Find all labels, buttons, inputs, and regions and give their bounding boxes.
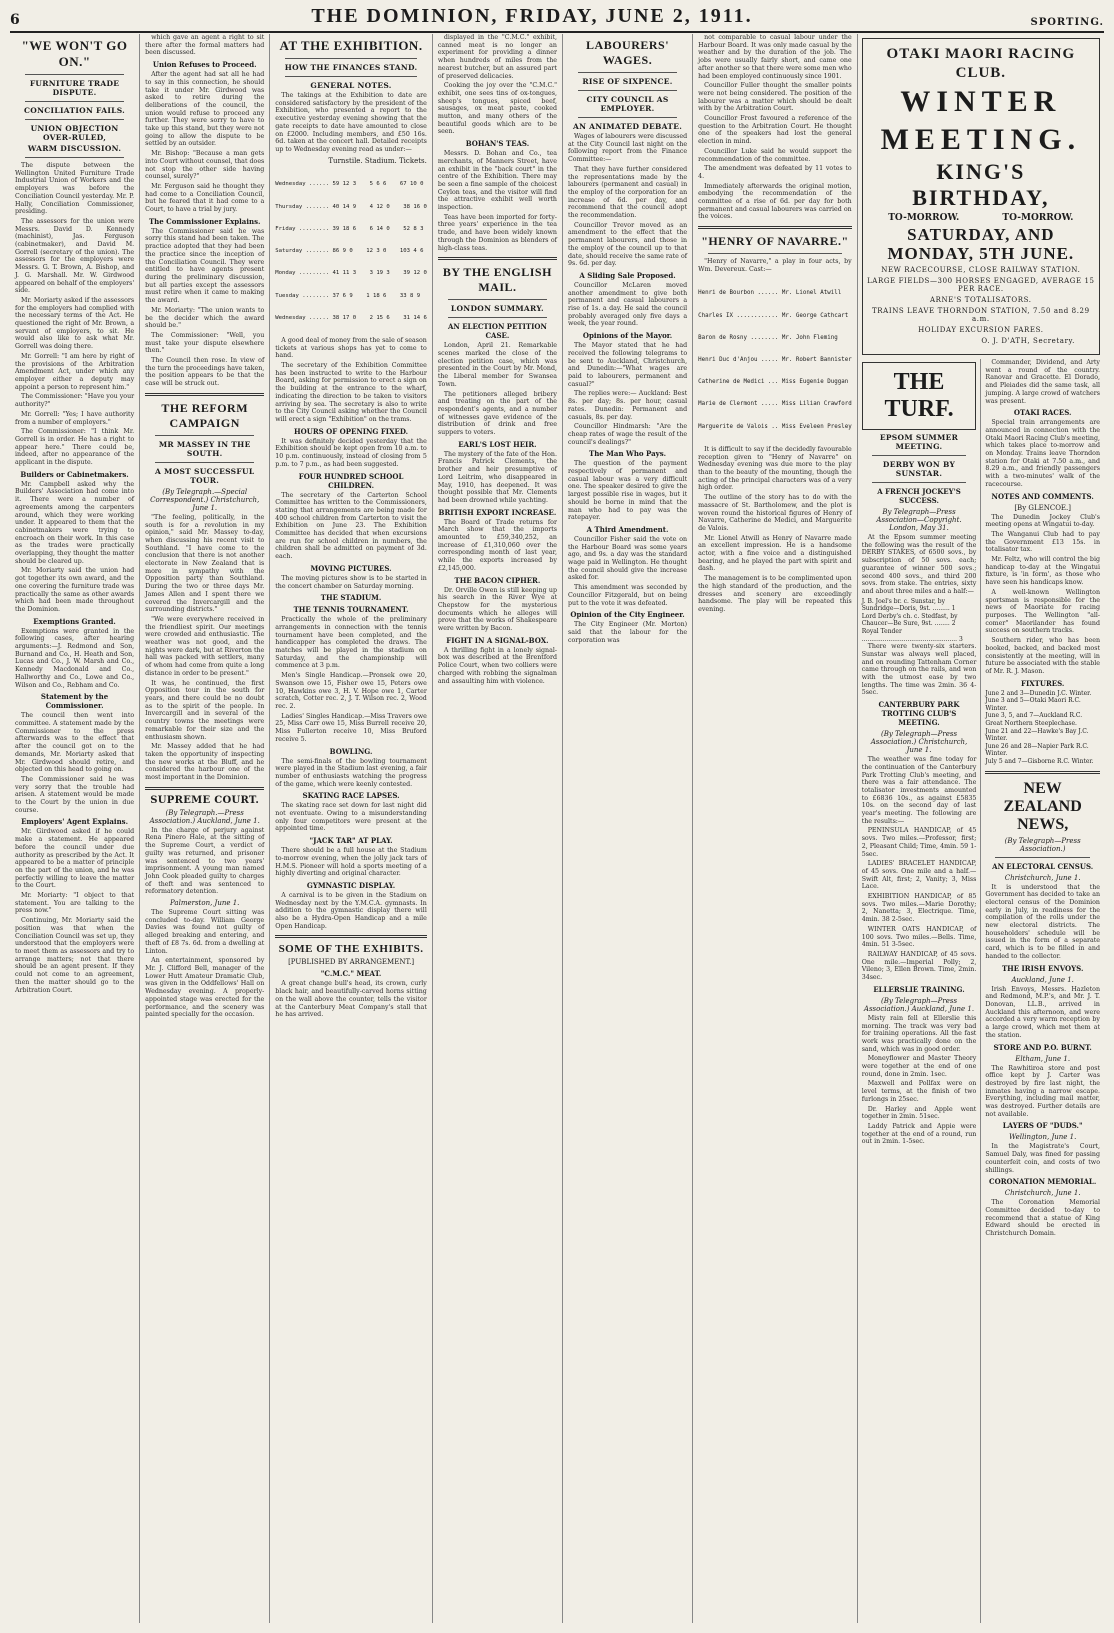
paragraph: Mr. Moriarty: "The union wants to be the decider which the award should be."	[145, 306, 265, 330]
paragraph: The Wanganui Club had to pay the Government £13 15s. in totalisator tax.	[985, 530, 1100, 554]
paragraph: Laddy Patrick and Appie were together at the end of a round, run out in 2min. 1-5sec.	[861, 1122, 977, 1146]
newspaper-masthead: THE DOMINION, FRIDAY, JUNE 2, 1911.	[311, 5, 753, 27]
paragraph: Commander, Dividend, and Arty went a round of the country. Ranovar and Gracette. El Dorado, and Pleiades did the same task, all jumping. A large crowd of watchers was present.	[985, 359, 1100, 405]
ad-title: WINTER MEETING.	[880, 85, 1082, 156]
paragraph: Men's Single Handicap.—Pronsek owe 20, Swanson owe 15, Fisher owe 15, Peters owe 10, Hawkins owe 3, H. V. Hope owe 1, Carter scratch, Cotter rec. 2, J. T. Wilson rec. 2, Wood rec. 2.	[275, 672, 427, 710]
ad-title: KING'S BIRTHDAY,	[912, 159, 1050, 210]
subheading: AN ELECTION PETITION CASE.	[447, 322, 547, 341]
subheading: FIGHT IN A SIGNAL-BOX.	[446, 635, 549, 645]
headline-wont-go-on: "WE WON'T GO ON."	[21, 38, 128, 69]
subheading: Union Refuses to Proceed.	[152, 60, 257, 70]
subheading: MOVING PICTURES.	[310, 563, 392, 573]
subhead: DERBY WON BY SUNSTAR.	[882, 460, 956, 478]
dateline: Eltham, June 1.	[1015, 1054, 1071, 1063]
ad-line: ARNE'S TOTALISATORS.	[930, 296, 1032, 304]
ad-line: TRAINS LEAVE THORNDON STATION, 7.50 and 8.29 a.m.	[872, 307, 1090, 323]
paragraph: RAILWAY HANDICAP, of 45 sovs. One mile.—Imperial Polly; 2, Vileno; 3, Ellen Brown. Time, 2min. 34sec.	[861, 950, 977, 982]
paragraph: A thrilling fight in a lonely signal-box was described at the Brentford Police Court, when two colliers were charged with robbing the signalman and assaulting him with violence.	[437, 646, 557, 685]
paragraph: The mystery of the fate of the Hon. Francis Patrick Clements, the brother and heir presumptive of Lord Leitrim, who disappeared in May, 1910, has deepened. It was thought possible that Mr. Clements had been drowned while yachting.	[437, 450, 557, 504]
ad-title: SATURDAY, AND MONDAY, 5TH JUNE.	[887, 225, 1075, 263]
paragraph: Councillor Hindmarsh: "Are the cheap rates of wage the result of the council's dealings?"	[567, 423, 688, 446]
subhead: GENERAL NOTES.	[310, 81, 392, 90]
subheading: THE TENNIS TOURNAMENT.	[293, 605, 409, 615]
ad-line: HOLIDAY EXCURSION FARES.	[918, 326, 1044, 334]
page-number: 6	[10, 12, 20, 28]
table-row: Friday ......... 39 18 6 6 14 0 52 8 3	[275, 225, 424, 232]
paragraph: It is difficult to say if the decidedly favourable reception given to "Henry of Navarre" on Wednesday evening was due more to the play than to the beauty of the mounting, though the acting of the principal characters was of a very high order.	[698, 445, 852, 492]
table-header: Turnstile. Stadium. Tickets.	[328, 156, 427, 165]
paragraph: Mr. Massey added that he had taken the opportunity of inspecting the new works at the Bluff, and he considered the harbour one of the most important in the Dominion.	[145, 743, 265, 782]
list-item: Catherine de Medici ... Miss Eugenie Duggan	[698, 379, 849, 386]
paragraph: The management is to be complimented upon the high standard of the production, and the dresses and scenery are exceedingly handsome. The play will be repeated this evening.	[698, 575, 852, 613]
paragraph: London, April 21. Remarkable scenes marked the close of the election petition case, which was presented in the Court by Mr. Mond, the Liberal member for Swansea Town.	[437, 342, 557, 388]
paragraph: Mr. Campbell asked why the Builders' Association had come into it. There were a number of agreements among the carpenters around, which they were working under. It appeared to them that the cabinetmakers were trying to encroach on their work. In this case as the trades were practically overlapping, they thought the matter should be cleared up.	[15, 480, 135, 565]
paragraph: Mr. Bishop: "Because a man gets into Court without counsel, that does not stop the other side having counsel, surely?"	[145, 150, 265, 181]
results-list	[862, 598, 977, 644]
subheading: BRITISH EXPORT INCREASE.	[438, 507, 557, 517]
list-item: July 5 and 7—Gisborne R.C. Winter.	[985, 757, 1094, 765]
paragraph: The assessors for the union were Messrs. David D. Kennedy (machinist), Jas. Ferguson (cabinetmaker), and David M. Gorrell (secretary of the union). The assessors for the employers were Messrs. G. T. Brown, A. Bishop, and J. G. Marshall. Mr. W. Girdwood appeared on behalf of the employers' side.	[15, 217, 135, 295]
paragraph: Special train arrangements are announced in connection with the Otaki Maori Racing Club's meeting, which takes place to-morrow and on Monday. Trains leave Thorndon station for Otaki at 7.50 a.m., and 8.29 a.m., and friendly passengers with a two-minutes' walk of the racecourse.	[985, 419, 1100, 488]
table-row: Saturday ....... 86 9 0 12 3 0 103 4 6	[275, 248, 424, 255]
paragraph: Mr. Gorrell: "I am here by right of the provisions of the Arbitration Amendment Act, under which any employer either a deputy may appoint a person to represent him."	[15, 352, 135, 391]
paragraph: The takings at the Exhibition to date are considered satisfactory by the president of the Exhibition, who presented a report to the executive yesterday evening showing that the gate receipts to date have amounted to close on £2000. Including members, and £50 16s. 6d. taken at the concert hall. Detailed receipts up to Wednesday evening read as under:—	[275, 92, 427, 153]
headline-supreme-court: SUPREME COURT.	[150, 794, 260, 806]
headline-new-zealand-news: NEW ZEALAND NEWS,	[1003, 779, 1082, 833]
ad-line: TO-MORROW.	[1002, 213, 1074, 223]
column-2	[140, 34, 270, 1623]
list-item: June 21 and 22—Hawke's Bay J.C. Winter.	[985, 727, 1089, 743]
paragraph: The Board of Trade returns for March show that the imports amounted to £59,340,252, an increase of £1,310,060 over the corresponding month of last year, while the exports increased by £2,145,000.	[437, 518, 557, 572]
paragraph: Exemptions were granted in the following cases, after hearing arguments:—J. Redmond and Son, Burnand and Co., H. Heath and Son, Lucas and Co., J. W. Marsh and Co., Kennedy Macdonald and Co., Hallworthy and Co., Lowe and Co., Wilson and Co., Rebham and Co.	[15, 627, 135, 689]
dateline: Christchurch, June 1.	[1004, 1189, 1081, 1198]
paragraph: The Commissioner said he was very sorry that the trouble had arisen. A statement would be made to the Court by the union in due course.	[15, 775, 135, 814]
paragraph: The weather was fine today for the continuation of the Canterbury Park Trotting Club's meeting, and there was a fair attendance. The totalisator investments amounted to £6836 10s., as against £5835 10s. on the second day of last year's meeting. The following are the results:—	[861, 756, 977, 825]
subheading: Statement by the Commissioner.	[40, 692, 109, 711]
headline-henry-of-navarre: "HENRY OF NAVARRE."	[701, 234, 849, 249]
list-item: June 2 and 3—Dunedin J.C. Winter.	[985, 689, 1092, 697]
column-8	[981, 359, 1100, 1623]
fixtures-list	[985, 690, 1100, 766]
section-label: SPORTING.	[1030, 17, 1104, 28]
subhead: EPSOM SUMMER MEETING.	[879, 433, 959, 451]
subhead: FURNITURE TRADE DISPUTE.	[29, 79, 120, 97]
masthead-bar	[10, 6, 1104, 33]
subheading: AN ELECTORAL CENSUS.	[992, 861, 1094, 871]
subheading: Exemptions Granted.	[33, 616, 116, 626]
paragraph: A well-known Wellington sportsman is responsible for the news of Maoriate for racing purposes. The Wellington "all-comer" Maorilander has found success on southern tracks.	[985, 588, 1100, 635]
subheading: ELLERSLIE TRAINING.	[873, 984, 965, 994]
paragraph: It is understood that the Government has decided to take an electoral census of the Dominion early in July, in readiness for the compilation of the rolls under the new electoral districts. The householders' schedule will be issued in the form of a separate card, which is to be filled in and handed to the collector.	[985, 883, 1100, 960]
column-5	[563, 34, 693, 1623]
paragraph: It was definitely decided yesterday that the Exhibition should be kept open from 10 a.m. to 10 p.m. continuously, instead of closing from 5 p.m. to 7 p.m., as had been suggested.	[275, 437, 427, 468]
paragraph: PENINSULA HANDICAP, of 45 sovs. Two miles.—Professor, first; 2, Pleasant Child; Time, 4min. 59 1-5sec.	[861, 827, 977, 858]
paragraph: This amendment was seconded by Councillor Fitzgerald, but on being put to the vote it was defeated.	[567, 584, 688, 607]
list-item: Henri de Bourbon ...... Mr. Lionel Atwill	[698, 290, 842, 297]
column-6	[693, 34, 858, 1623]
paragraph: Councillor McLaren moved another amendment to give both permanent and casual labourers a rise of 1s. a day. He said the council probably averaged only five days a week, the year round.	[567, 281, 688, 328]
paragraph: Mr. Moriarty said the union had got together its own award, and the one covering the furniture trade was practically the same as other awards which had been made throughout the Dominion.	[15, 567, 135, 613]
ad-line: LARGE FIELDS—300 HORSES ENGAGED, AVERAGE 15 PER RACE.	[867, 277, 1095, 293]
subheading: SKATING RACE LAPSES.	[302, 791, 400, 801]
paragraph: Misty rain fell at Ellerslie this morning. The track was very bad for training operations. All the fast work was practically done on the sand, which was in good order.	[861, 1014, 977, 1053]
paragraph: WINTER OATS HANDICAP, of 100 sovs. Two miles.—Bells. Time, 4min. 51 3-5sec.	[861, 925, 977, 949]
subheading: BOWLING.	[329, 746, 373, 756]
paragraph: Councillor Fuller thought the smaller points were not being considered. The position of the labourer was a matter which should be dealt with by the Arbitration Court.	[698, 82, 852, 113]
list-item: Charles IX ............ Mr. George Cathcart	[698, 312, 849, 319]
paragraph: Dr. Orville Owen is still keeping up his search in the River Wye at Chepstow for the mysterious documents which he alleges will prove that the works of Shakespeare were written by Bacon.	[437, 586, 557, 633]
dateline: (By Telegraph—Press Association.)	[1004, 836, 1081, 853]
subheading: A FRENCH JOCKEY'S SUCCESS.	[877, 487, 961, 505]
list-item: J. B. Joel's br. c. Sunstar, by Sundridge—Doris, 9st. ......... 1	[861, 597, 956, 613]
paragraph: Mr. Lionel Atwill as Henry of Navarre made an excellent impression. He is a handsome actor, with a fine voice and a distinguished bearing, and he played the part with spirit and dash.	[698, 534, 852, 573]
ad-title: OTAKI MAORI RACING CLUB.	[886, 46, 1076, 81]
paragraph: Councillor Fisher said the vote on the Harbour Board was some years ago, and 9s. a day was the standard wage paid in Wellington. He thought the council should give the increase asked for.	[567, 535, 688, 582]
paragraph: The outline of the story has to do with the massacre of St. Bartholomew, and the plot is woven round the historical figures of Henry of Navarre, Catherine de Medici, and Marguerite de Valois.	[698, 494, 852, 532]
ad-line: NEW RACECOURSE, CLOSE RAILWAY STATION.	[881, 266, 1081, 274]
paragraph: That they have further considered the representations made by the labourers (permanent and casual) in the employ of the corporation for an increase of 6d. per day, and recommend that the council adopt the recommendation.	[567, 165, 688, 220]
subhead: LONDON SUMMARY.	[450, 304, 544, 314]
subheading: CORONATION MEMORIAL.	[989, 1177, 1097, 1187]
list-item: June 26 and 28—Napier Park R.C. Winter.	[985, 742, 1089, 758]
paragraph: The Mayor stated that he had received the following telegrams to be sent to Auckland, Christchurch, and Dunedin:—"What wages are paid to labourers, permanent and casual?"	[567, 342, 688, 388]
subheading: THE BACON CIPHER.	[454, 575, 541, 585]
subheading: GYMNASTIC DISPLAY.	[306, 880, 396, 890]
table-row: Thursday ....... 40 14 9 4 12 0 38 16 0	[275, 203, 427, 210]
subheading: STORE AND P.O. BURNT.	[993, 1042, 1092, 1052]
subheading: THE STADIUM.	[320, 593, 382, 603]
paragraph: An entertainment, sponsored by Mr. J. Clifford Bell, manager of the Lower Hutt Amateur Dramatic Club, was given in the Oddfellows' Hall on Wednesday evening. A properly-appointed stage was erected for the performance, and the scenery was painted specially for the occasion.	[145, 957, 265, 1019]
paragraph: Mr. Moriarty asked if the assessors for the employers had complied with the necessary terms of the Act. He questioned the right of Mr. Brown, a servant of employers, to sit. He would also like to ask what Mr. Gorrell was doing there.	[15, 296, 135, 351]
paragraph: Continuing, Mr. Moriarty said the position was that when the Conciliation Council was set up, they understood that the employers were to meet them as assessors and try to arrange matters; not that there should be an agent present. If they could not come to an agreement, then the matter should go to the Arbitration Court.	[15, 917, 135, 994]
paragraph: Messrs. D. Bohan and Co., tea merchants, of Manners Street, have an exhibit in the "back court" in the centre of the Exhibition. There may be seen a fine sample of the choicest Ceylon teas, and the visitor will find the attractive exhibit well worth inspection.	[437, 150, 557, 212]
column-1	[10, 34, 140, 1623]
column-4	[433, 34, 563, 1623]
paragraph: The question of the payment respectively of permanent and casual labour was a very difficult one. The speaker desired to give the largest possible rise in wages, but it should be borne in mind that the man who had to pay was the ratepayer.	[567, 460, 688, 522]
subheading: Builders or Cabinetmakers.	[20, 469, 129, 479]
dateline: (By Telegraph—Press Association.) Auckland, June 1.	[863, 996, 975, 1013]
paragraph: The Commissioner: "Have you your authority?"	[15, 393, 135, 409]
paragraph: Mr. Girdwood asked if he could make a statement. He appeared before the council under due authority as prescribed by the Act. It appeared to be a matter of principle on the part of the union, and he was perfectly willing to leave the matter to the Court.	[15, 828, 135, 890]
paragraph: The Supreme Court sitting was concluded to-day. William George Davies was found not guilty of alleged breaking and entering, and theft of £8 7s. 6d. from a dwelling at Linton.	[145, 909, 265, 955]
ad-line: TO-MORROW.	[888, 213, 960, 223]
subhead: AN ANIMATED DEBATE.	[572, 122, 683, 131]
subhead: CITY COUNCIL AS EMPLOYER.	[586, 95, 669, 113]
subheading: CANTERBURY PARK TROTTING CLUB'S MEETING.	[878, 700, 960, 728]
paragraph: "Henry of Navarre," a play in four acts, by Wm. Devereux. Cast:—	[698, 258, 852, 273]
headline-at-the-exhibition: AT THE EXHIBITION.	[279, 38, 423, 53]
headline-labourers-wages: LABOURERS' WAGES.	[586, 38, 670, 67]
paragraph: Immediately afterwards the original motion, embodying the recommendation of the committee of a rise of 6d. per day for both permanent and casual labourers was carried on the voices.	[698, 182, 852, 221]
paragraph: Mr. Ferguson said he thought they had come to a Conciliation Council, but he feared that it had come to a Court, to have a trial by jury.	[145, 182, 265, 214]
list-item: Henri Duc d'Anjou ..... Mr. Robert Bannister	[698, 357, 852, 364]
paragraph: The council then went into committee. A statement made by the Commissioner to the press afterwards was to the effect that after the council got on to the demands, Mr. Moriarty asked that Mr. Girdwood should retire, and objected on this head to going on.	[15, 712, 135, 774]
paragraph: Councillor Frost favoured a reference of the question to the Arbitration Court. He thought one of the speakers had lost the general election in mind.	[698, 115, 852, 146]
table-row: Tuesday ........ 37 6 9 1 18 6 33 8 9	[275, 292, 421, 299]
subheading: The Commissioner Explains.	[148, 216, 261, 226]
dateline: Christchurch, June 1.	[1004, 873, 1081, 882]
subheading: LAYERS OF "DUDS."	[1002, 1121, 1083, 1131]
subheading: FIXTURES.	[1020, 678, 1065, 688]
list-item: June 3, 5, and 7—Auckland R.C. Great Northern Steeplechase.	[985, 712, 1083, 727]
subhead: [PUBLISHED BY ARRANGEMENT.]	[288, 958, 415, 967]
cast-list	[698, 276, 852, 446]
paragraph: The skating race set down for last night did not eventuate. Owing to a misunderstanding only four competitors were present at the appointed time.	[275, 802, 427, 833]
headline-reform-campaign: THE REFORM CAMPAIGN	[161, 400, 249, 430]
paragraph: The Coronation Memorial Committee decided to-day to recommend that a statue of King Edward should be erected in Christchurch Domain.	[985, 1199, 1100, 1238]
paragraph: The Commissioner said he was sorry this stand had been taken. The practice adopted that they had been the practice since the inception of the Conciliation Council. They were entitled to have agents present during the preliminary discussion, but all parties except the assessors must retire when it came to making the award.	[145, 227, 265, 305]
subheading: OTAKI RACES.	[1013, 408, 1072, 418]
paragraph: Irish Envoys, Messrs. Hazleton and Redmond, M.P.'s, and Mr. J. T. Donovan, LL.B., arrived in Auckland this afternoon, and were accorded a very warm reception by a large crowd, which met them at the station.	[985, 985, 1100, 1039]
paragraph: In the Magistrate's Court, Samuel Daly, was fined for passing counterfeit coin, and costs of two shillings.	[985, 1143, 1100, 1174]
paragraph: Mr. Gorrell: "Yes; I have authority from a number of employers."	[15, 410, 135, 426]
subhead: WARM DISCUSSION.	[27, 144, 122, 153]
paragraph: Moneyflower and Master Theory were together at the end of one round, done in 2min. 1sec.	[861, 1055, 977, 1078]
paragraph: Ladies' Singles Handicap.—Miss Travers owe 25, Miss Carr owe 15, Miss Burrell receive 20, Miss Fullerton receive 10, Miss Bruford receive 5.	[275, 712, 427, 743]
paragraph: The amendment was defeated by 11 votes to 4.	[698, 165, 852, 180]
paragraph: The semi-finals of the bowling tournament were played in the Stadium last evening, a fair number of enthusiasts watching the progress of the game, which were keenly contested.	[275, 757, 427, 788]
paragraph: There were twenty-six starters. Sunstar was always well placed, and on rounding Tattenham Corner came through on the rails, and won with the utmost ease by two lengths. The time was 2min. 36 4-5sec.	[861, 643, 977, 697]
the-turf-heading: THE TURF.	[884, 369, 954, 422]
paragraph: The secretary of the Exhibition Committee has been instructed to write to the Harbour Board, asking for permission to erect a sign on the building at the entrance to the wharf, indicating the direction to be taken to visitors arriving by sea. The secretary is also to write to the City Council asking whether the Council will erect a sign "Exhibition" on the trams.	[275, 362, 427, 423]
paragraph: Practically the whole of the preliminary arrangements in connection with the tennis tournament have been completed, and the handicapper has completed the draws. The matches will be played in the stadium on Saturday, and the championship will commence at 3 p.m.	[275, 616, 427, 670]
subheading: BOHAN'S TEAS.	[465, 139, 530, 149]
paragraph: "The feeling, politically, in the south is for a revolution in my opinion," said Mr. Massey to-day, when discussing his recent visit to Southland. "I have come to the conclusion that there is not another electorate in New Zealand that is more in sympathy with the Opposition party than Southland. During the two or three days Mr. James Allen and I spent there we covered the Invercargill and the surrounding districts."	[145, 513, 265, 614]
subheading: THE IRISH ENVOYS.	[1001, 963, 1084, 973]
ad-signature: O. J. D'ATH, Secretary.	[981, 337, 1075, 345]
subhead: RISE OF SIXPENCE.	[582, 77, 673, 86]
subheading: Employers' Agent Explains.	[21, 817, 129, 827]
paragraph: The Commissioner: "I think Mr. Gorrell is in order. He has a right to appear here." There could be, indeed, after no appearance of the applicant in the dispute.	[15, 428, 135, 467]
subheading: "JACK TAR" AT PLAY.	[309, 836, 393, 846]
paragraph: Wages of labourers were discussed at the City Council last night on the following report from the Finance Committee:—	[567, 133, 688, 164]
subheading: The Man Who Pays.	[588, 449, 667, 459]
headline-english-mail: BY THE ENGLISH MAIL.	[442, 265, 552, 295]
column-sporting	[858, 34, 1104, 1623]
paragraph: which gave an agent a right to sit there after the formal matters had been discussed.	[145, 34, 265, 57]
paragraph: Councillor Trevor moved as an amendment to the effect that the permanent labourers, and those in the employ of the council up to that date, should receive the same rate of 9s. 6d. per day.	[567, 221, 688, 268]
otaki-racing-advertisement	[862, 38, 1100, 355]
paragraph: A great change bull's head, its crown, curly black hair, and beautifully-carved horns sitting on the wall above the counter, tells the visitor at the Canterbury Meat Company's stall that he has arrived.	[275, 980, 427, 1019]
paragraph: The petitioners alleged bribery and treating on the part of the respondent's agents, and a number of witnesses gave evidence of the distribution of drink and free suppers to voters.	[437, 390, 557, 437]
column-7	[862, 359, 982, 1623]
dateline: Auckland, June 1.	[1011, 975, 1074, 984]
paragraph: LADIES' BRACELET HANDICAP, of 45 sovs. One mile and a half.—Swift Alt, first; 2, Vanity; 3, Miss Lace.	[861, 860, 977, 891]
dateline: By Telegraph—Press Association—Copyright. London, May 31.	[876, 508, 962, 532]
paragraph: The dispute between the Wellington United Furniture Trade Industrial Union of Workers and the employers was before the Conciliation Council yesterday. Mr. P. Hally, Conciliation Commissioner, presiding.	[15, 162, 135, 216]
paragraph: The moving pictures show is to be started in the concert chamber on Saturday morning.	[275, 574, 427, 590]
paragraph: The Rawhitiroa store and post office kept by J. Carter was destroyed by fire last night, the inmates having a narrow escape. Everything, including mail matter, was destroyed. Further details are not available.	[985, 1064, 1100, 1118]
paragraph: EXHIBITION HANDICAP, of 85 sovs. Two miles.—Marie Dorothy; 2, Nanetta; 3, Electrique. Time, 4min. 38 2-5sec.	[861, 893, 977, 924]
page-columns	[10, 34, 1104, 1623]
subhead: A MOST SUCCESSFUL TOUR.	[155, 466, 255, 485]
subheading: Opinion of the City Engineer.	[570, 610, 685, 620]
subheading: A Third Amendment.	[586, 524, 669, 534]
paragraph: Mr. Feltz, who will control the big handicap to-day at the Wingatui fixture, is 'in form', as those who have seen his handicaps know.	[985, 556, 1100, 587]
dateline: (By Telegraph.—Special Correspondent.) Christchurch, June 1.	[150, 487, 260, 512]
paragraph: There should be a full house at the Stadium to-morrow evening, when the jolly jack tars of H.M.S. Pioneer will hold a sports meeting of a highly diverting and original character.	[275, 847, 427, 878]
list-item: Marguerite de Valois .. Miss Eveleen Presley	[698, 423, 852, 430]
paragraph: Southern rider, who has been booked, backed, and backed most consistently at the meeting, will in future be associated with the stable of Mr. R. J. Mason.	[985, 637, 1100, 675]
paragraph: The City Engineer (Mr. Morton) said that the labour for the corporation was	[567, 621, 688, 644]
subheading: FOUR HUNDRED SCHOOL CHILDREN.	[298, 471, 404, 490]
list-item: Royal Tender .................................................. 3	[861, 628, 963, 643]
list-item: Baron de Rosny ........ Mr. John Fleming	[698, 334, 838, 341]
paragraph: The Council then rose. In view of the turn the proceedings have taken, the position appears to be that the case will be struck out.	[145, 357, 265, 388]
paragraph: not comparable to casual labour under the Harbour Board. It was only made casual by the weather and by the duration of the job. The jobs were usually fairly short, and came one after another so that there were some men who had been employed continuously since 1901.	[698, 34, 852, 80]
dateline: Palmerston, June 1.	[170, 899, 240, 908]
paragraph: The secretary of the Carterton School Committee has written to the Commissioners, stating that arrangements are being made for 400 school children from Carterton to visit the Exhibition on June 23. The Exhibition Committee has decided that when excursions are run for school children in numbers, the children shall be admitted on payment of 3d. each.	[275, 491, 427, 561]
headline-exhibits: SOME OF THE EXHIBITS.	[278, 943, 424, 956]
paragraph: Councillor Luke said he would support the recommendation of the committee.	[698, 147, 852, 163]
table-row: Monday ......... 41 11 3 3 19 3 39 12 0	[275, 270, 427, 277]
paragraph: After the agent had sat all he had to say in this connection, he should take it under Mr. Girdwood was asked to retire during the deliberations of the council, the union would refuse to proceed any further. They were sorry to have to take up this stand, but they were not going to allow the dispute to be settled by an outsider.	[145, 71, 265, 148]
list-item: Marie de Clermont ..... Miss Lilian Crawford	[698, 401, 852, 408]
subheading: A Sliding Sale Proposed.	[579, 270, 676, 280]
paragraph: A good deal of money from the sale of season tickets at various shops has yet to come to hand.	[275, 336, 427, 360]
dateline: (By Telegraph—Press Association.) Christchurch, June 1.	[870, 730, 968, 755]
paragraph: At the Epsom summer meeting the following was the result of the DERBY STAKES, of 6500 sovs., by subscription of 50 sovs. each; guarantee of winner 500 sovs.; second 400 sovs., and third 200 sovs. from stake. The entries, sixty and about three miles and a half:—	[861, 534, 977, 595]
table-row: Wednesday ...... 59 12 3 5 6 6 67 10 0	[275, 181, 424, 188]
byline: [By GLENCOE.]	[1014, 503, 1072, 512]
paragraph: In the charge of perjury against Rena Pinero Hale, at the sitting of the Supreme Court, a verdict of guilty was returned, and prisoner was sentenced to two years' imprisonment. A young man named John Cook pleaded guilty to charges of theft and was sentenced to reformatory detention.	[145, 826, 265, 896]
paragraph: Dr. Harley and Apple went together in 2min. 51sec.	[861, 1105, 977, 1121]
paragraph: Mr. Moriarty: "I object to that statement. You are talking to the press now."	[15, 892, 135, 915]
paragraph: The Commissioner: "Well, you must take your dispute elsewhere then."	[145, 331, 265, 355]
subheading: HOURS OF OPENING FIXED.	[294, 426, 409, 436]
paragraph: The Dunedin Jockey Club's meeting opens at Wingatui to-day.	[985, 513, 1100, 529]
subheading: Opinions of the Mayor.	[582, 331, 673, 341]
subhead: UNION OBJECTION OVER-RULED,	[30, 124, 119, 142]
paragraph: "We were everywhere received in the friendliest spirit. Our meetings were crowded and enthusiastic. The weather was not good, and the nights were dark, but at Riverton the hall was packed with settlers, many of whom had come from quite a long distance in order to be present."	[145, 615, 265, 677]
receipts-table	[275, 167, 427, 337]
paragraph: The replies were:— Auckland: Best 8s. per day; 8s. per hour, casual rates. Dunedin: Permanent and casuals, 8s. per day.	[567, 390, 688, 421]
paragraph: Maxwell and Pollfax were on level terms, at the finish of two furlongs in 25sec.	[861, 1080, 977, 1103]
paragraph: Cooking the joy over the "C.M.C." exhibit, one sees tins of ox-tongues, sheep's tongues, spiced beef, sausages, ox meat paste, cooked mutton, and many others of the beautiful goods which are to be seen.	[437, 82, 557, 136]
paragraph: A carnival is to be given in the Stadium on Wednesday next by the Y.M.C.A. gymnasts. In addition to the gymnastic display there will also be a Hydra-Open Handicap and a mile Open Handicap.	[275, 891, 427, 930]
list-item: June 3 and 5—Otaki Maori R.C. Winter.	[985, 697, 1081, 712]
subhead: CONCILIATION FAILS.	[24, 106, 126, 115]
paragraph: Teas have been imported for forty-three years' experience in the tea trade, and have been widely known through the Dominion as blenders of high-class teas.	[437, 213, 557, 252]
subhead: HOW THE FINANCES STAND.	[284, 63, 418, 72]
subheading: EARL'S LOST HEIR.	[458, 439, 537, 449]
subheading: "C.M.C." MEAT.	[320, 969, 382, 979]
column-3	[270, 34, 433, 1623]
subhead: MR MASSEY IN THE SOUTH.	[158, 439, 251, 458]
dateline: (By Telegraph.—Press Association.) Auckland, June 1.	[149, 808, 260, 825]
subheading: NOTES AND COMMENTS.	[991, 491, 1094, 501]
table-row: Wednesday ...... 38 17 0 2 15 6 31 14 6	[275, 314, 427, 321]
list-item: Lord Derby's ch. c. Stedfast, by Chaucer—Be Sure, 9st. ........ 2	[861, 612, 958, 628]
dateline: Wellington, June 1.	[1009, 1133, 1077, 1142]
paragraph: displayed in the "C.M.C." exhibit, canned meat is no longer an experiment for providing a dinner when hundreds of miles from the nearest butcher, but an assured part of preserved delicacies.	[437, 34, 557, 80]
paragraph: It was, he continued, the first Opposition tour in the south for years, and there could be no doubt as to the spirit of the people. In Invercargill and in several of the country towns the meetings were remarkable for their size and the enthusiasm shown.	[145, 679, 265, 741]
